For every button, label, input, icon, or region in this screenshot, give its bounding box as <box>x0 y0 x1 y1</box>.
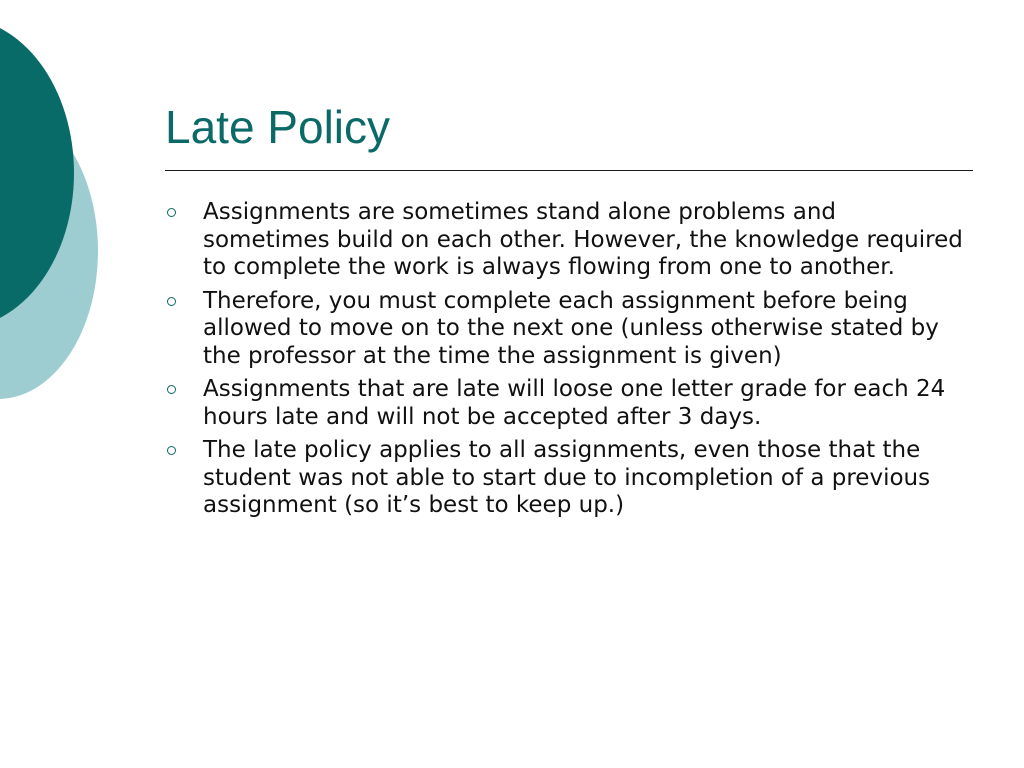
bullet-item <box>165 376 965 431</box>
bullet-text: Therefore, you must complete each assignment before being allowed to move on to the next one (unless otherwise stated by the professor at the time the assignment is given) <box>203 287 939 369</box>
bullet-item <box>165 288 965 371</box>
hollow-circle-icon <box>167 385 176 394</box>
bullet-text: The late policy applies to all assignments, even those that the student was not able to start due to incompletion of a previous assignment (so it’s best to keep up.) <box>203 437 931 518</box>
bullet-item <box>165 199 965 282</box>
bullet-text: Assignments are sometimes stand alone problems and sometimes build on each other. However, the knowledge required to complete the work is always flowing from one to another. <box>203 199 963 280</box>
slide-title: Late Policy <box>165 101 391 153</box>
title-divider <box>165 170 973 171</box>
bullet-text: Assignments that are late will loose one letter grade for each 24 hours late and will not be accepted after 3 days. <box>203 376 946 430</box>
hollow-circle-icon <box>167 208 176 217</box>
bullet-item <box>165 437 965 520</box>
hollow-circle-icon <box>167 446 176 455</box>
bullet-list <box>165 199 965 526</box>
hollow-circle-icon <box>167 297 176 306</box>
